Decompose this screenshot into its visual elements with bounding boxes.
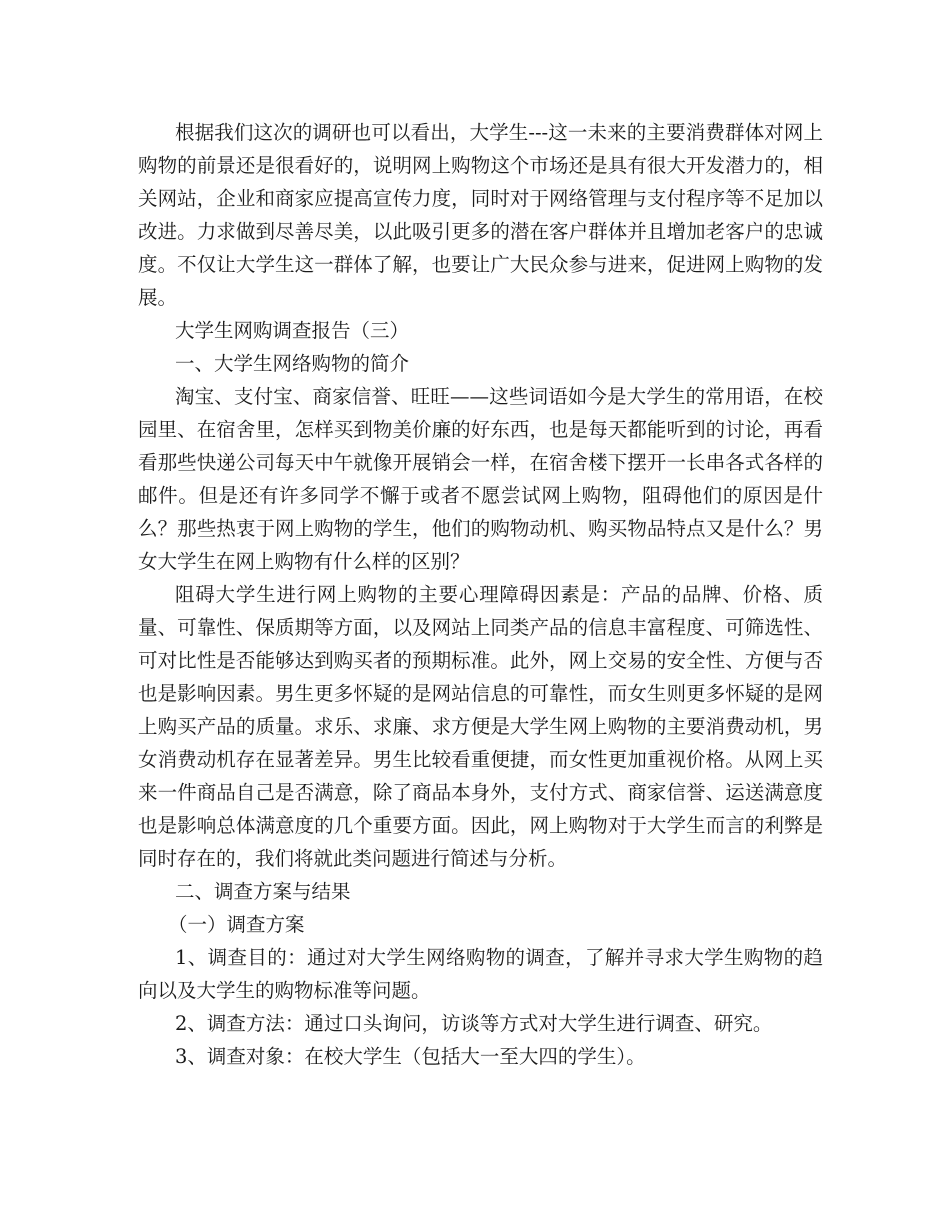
list-item-method: 2、调查方法：通过口头询问，访谈等方式对大学生进行调查、研究。 xyxy=(175,1012,773,1035)
paragraph-factors: 阻碍大学生进行网上购物的主要心理障碍因素是：产品的品牌、价格、质量、可靠性、保质期等方面，以及网站上同类产品的信息丰富程度、可筛选性、可对比性是否能够达到购买者的预期标准。此外，网上交易的安全性、方便与否也是影响因素。男生更多怀疑的是网站信息的可靠性，而女生则更多怀疑的是网上购买产品的质量。求乐、求廉、求方便是大学生网上购物的主要消费动机，男女消费动机存在显著差异。男生比较看重便捷，而女性更加重视价格。从网上买来一件商品自己是否满意，除了商品本身外，支付方式、商家信誉、运送满意度也是影响总体满意度的几个重要方面。因此，网上购物对于大学生而言的利弊是同时存在的，我们将就此类问题进行简述与分析。 xyxy=(138,583,823,870)
paragraph-intro: 淘宝、支付宝、商家信誉、旺旺——这些词语如今是大学生的常用语，在校园里、在宿舍里，怎样买到物美价廉的好东西，也是每天都能听到的讨论，再看看那些快递公司每天中午就像开展销会一样，在宿舍楼下摆开一长串各式各样的邮件。但是还有许多同学不懈于或者不愿尝试网上购物，阻碍他们的原因是什么？那些热衷于网上购物的学生，他们的购物动机、购买物品特点又是什么？男女大学生在网上购物有什么样的区别？ xyxy=(138,385,823,573)
subsection-1-title: （一）调查方案 xyxy=(168,913,305,936)
report-title: 大学生网购调查报告（三） xyxy=(175,319,410,342)
section-2-title: 二、调查方案与结果 xyxy=(175,880,351,903)
list-item-purpose: 1、调查目的：通过对大学生网络购物的调查，了解并寻求大学生购物的趋向以及大学生的购物标准等问题。 xyxy=(138,946,823,1002)
paragraph-conclusion: 根据我们这次的调研也可以看出，大学生---这一未来的主要消费群体对网上购物的前景还是很看好的，说明网上购物这个市场还是具有很大开发潜力的，相关网站，企业和商家应提高宣传力度，同时对于网络管理与支付程序等不足加以改进。力求做到尽善尽美，以此吸引更多的潜在客户群体并且增加老客户的忠诚度。不仅让大学生这一群体了解，也要让广大民众参与进来，促进网上购物的发展。 xyxy=(138,121,823,309)
document-body xyxy=(138,116,823,1073)
section-1-title: 一、大学生网络购物的简介 xyxy=(175,352,410,375)
list-item-subjects: 3、调查对象：在校大学生（包括大一至大四的学生）。 xyxy=(175,1045,646,1068)
